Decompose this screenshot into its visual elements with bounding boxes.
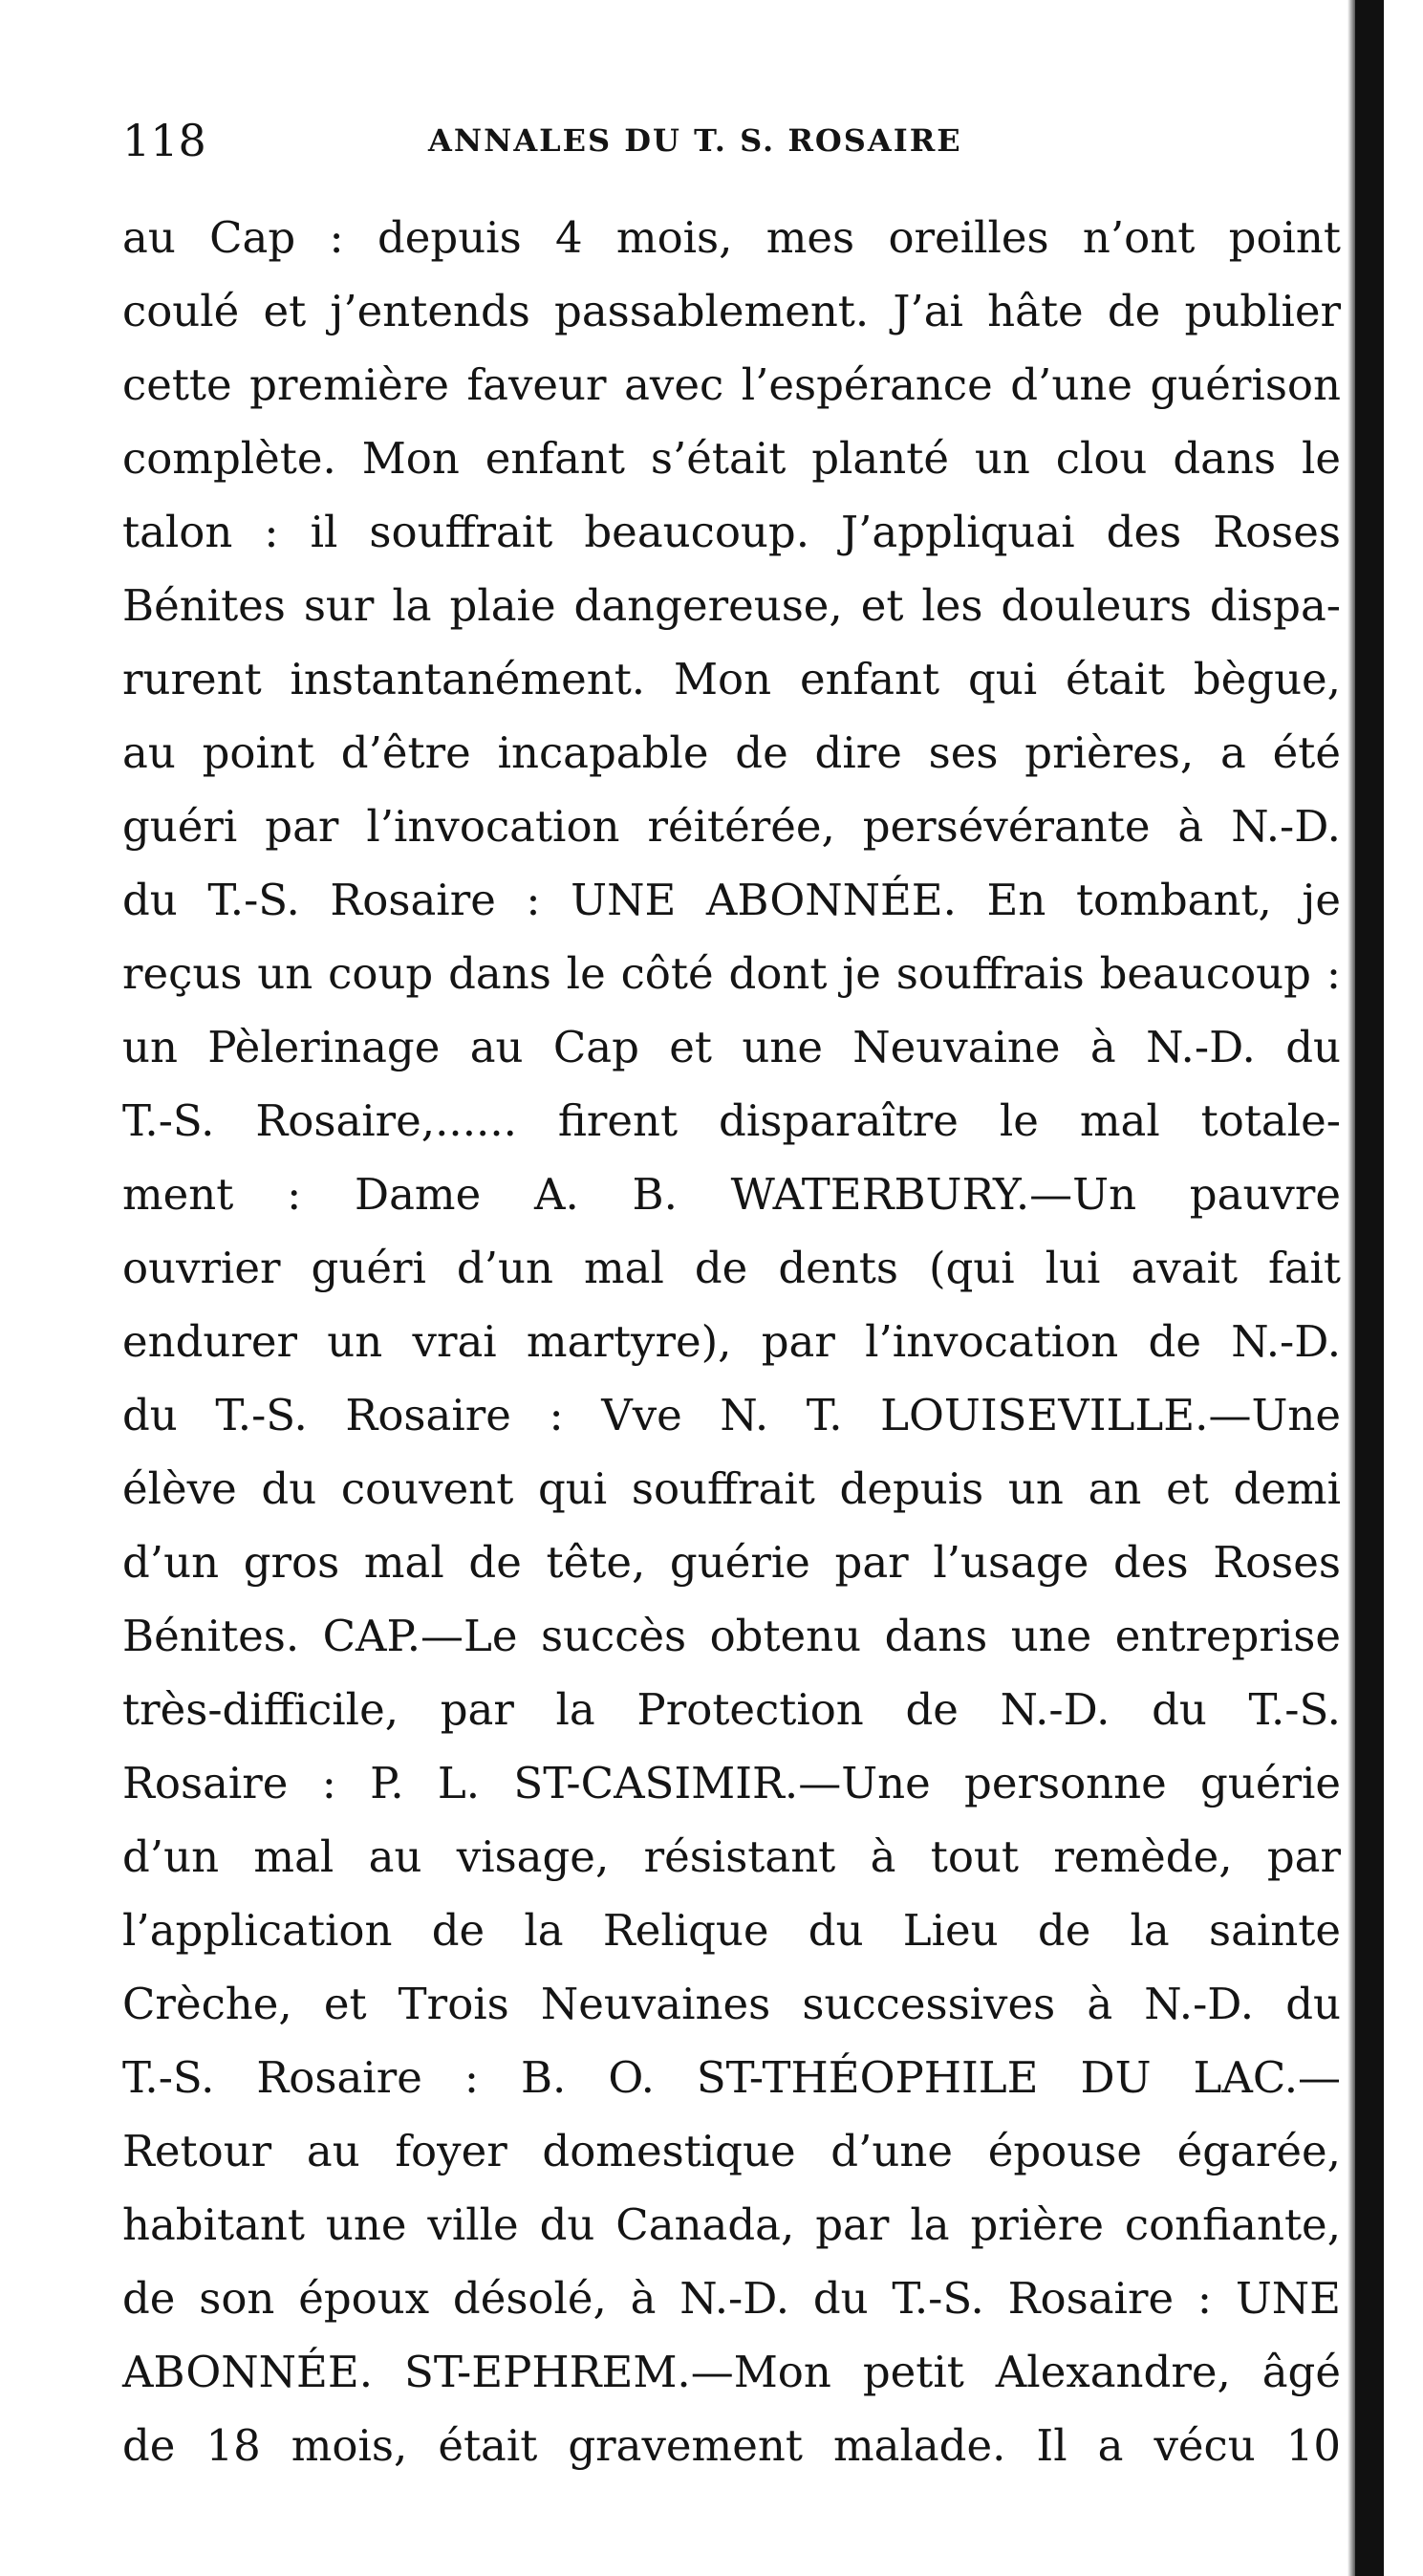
text-line: coulé et j’entends passablement. J’ai hâte de publier <box>122 286 1341 336</box>
page-gutter-shadow <box>1348 0 1355 2576</box>
page-binding-edge <box>1355 0 1384 2576</box>
facing-page-margin <box>1384 0 1423 2576</box>
text-line: un Pèlerinage au Cap et une Neuvaine à N.-D. du <box>122 1022 1341 1072</box>
text-line: talon : il souffrait beaucoup. J’appliquai des Roses <box>122 507 1341 557</box>
text-line: très-difficile, par la Protection de N.-D. du T.-S. <box>122 1684 1341 1735</box>
text-line: d’un gros mal de tête, guérie par l’usage des Roses <box>122 1537 1341 1588</box>
text-line: du T.-S. Rosaire : UNE ABONNÉE. En tombant, je <box>122 875 1341 925</box>
body-text <box>122 201 1341 2482</box>
text-line: de son époux désolé, à N.-D. du T.-S. Rosaire : UNE <box>122 2273 1341 2324</box>
text-line: ment : Dame A. B. WATERBURY.—Un pauvre <box>122 1169 1341 1220</box>
page-number: 118 <box>122 115 206 166</box>
text-line: endurer un vrai martyre), par l’invocation de N.-D. <box>122 1316 1341 1367</box>
text-line: d’un mal au visage, résistant à tout remède, par <box>122 1831 1341 1882</box>
running-head: ANNALES DU T. S. ROSAIRE <box>428 122 962 159</box>
text-line: ouvrier guéri d’un mal de dents (qui lui avait fait <box>122 1243 1341 1293</box>
text-line: au point d’être incapable de dire ses prières, a été <box>122 727 1341 778</box>
text-line: l’application de la Relique du Lieu de la sainte <box>122 1905 1341 1956</box>
text-line: élève du couvent qui souffrait depuis un an et demi <box>122 1463 1341 1514</box>
text-line: au Cap : depuis 4 mois, mes oreilles n’ont point <box>122 212 1341 263</box>
text-line: T.-S. Rosaire : B. O. ST-THÉOPHILE DU LAC.— <box>122 2052 1341 2103</box>
text-line: Crèche, et Trois Neuvaines successives à N.-D. du <box>122 1979 1341 2029</box>
text-line: Retour au foyer domestique d’une épouse égarée, <box>122 2126 1341 2176</box>
text-line: ABONNÉE. ST-EPHREM.—Mon petit Alexandre, âgé <box>122 2347 1341 2397</box>
text-line: Bénites sur la plaie dangereuse, et les douleurs dispa- <box>122 580 1341 631</box>
text-line: complète. Mon enfant s’était planté un clou dans le <box>122 433 1341 484</box>
text-line: T.-S. Rosaire,...... firent disparaître le mal totale- <box>122 1095 1341 1146</box>
text-line: habitant une ville du Canada, par la prière confiante, <box>122 2199 1341 2250</box>
text-line: guéri par l’invocation réitérée, persévérante à N.-D. <box>122 801 1341 852</box>
text-line: cette première faveur avec l’espérance d’une guérison <box>122 359 1341 410</box>
text-line: Rosaire : P. L. ST-CASIMIR.—Une personne guérie <box>122 1758 1341 1808</box>
text-line: Bénites. CAP.—Le succès obtenu dans une entreprise <box>122 1611 1341 1661</box>
text-line: reçus un coup dans le côté dont je souffrais beaucoup : <box>122 948 1341 999</box>
text-line: du T.-S. Rosaire : Vve N. T. LOUISEVILLE.—Une <box>122 1390 1341 1440</box>
text-line: rurent instantanément. Mon enfant qui était bègue, <box>122 654 1341 704</box>
page-header <box>122 107 1355 174</box>
text-line: de 18 mois, était gravement malade. Il a vécu 10 <box>122 2420 1341 2471</box>
